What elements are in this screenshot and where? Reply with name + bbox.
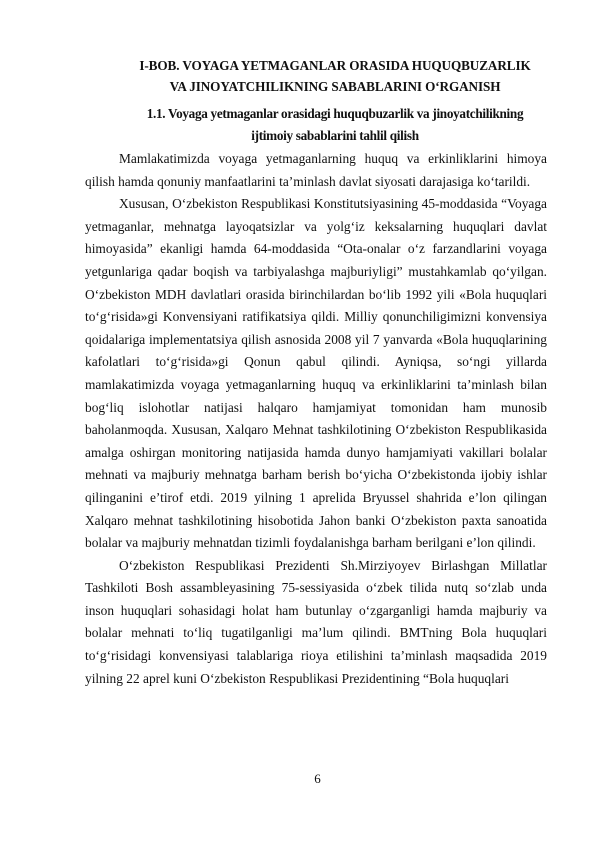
paragraph-1: Mamlakatimizda voyaga yetmaganlarning huquq va erkinliklarini himoya qilish hamda qonuniy manfaatlarini ta’minlash davlat siyosati darajasiga ko‘tarildi.	[85, 151, 547, 189]
page-number: 6	[314, 771, 321, 786]
chapter-title-line-1: I-BOB. VOYAGA YETMAGANLAR ORASIDA HUQUQBUZARLIK	[139, 58, 531, 73]
section-title-line-1: 1.1. Voyaga yetmaganlar orasidagi huquqbuzarlik va jinoyatchilikning	[146, 106, 524, 121]
body-text	[85, 148, 547, 690]
paragraph-2: Xususan, O‘zbekiston Respublikasi Konstitutsiyasining 45-moddasida “Voyaga yetmaganlar, mehnatga layoqatsizlar va yolg‘iz keksalarning huquqlari davlat himoyasida” ekanligi hamda 64-moddasida “Ota-onalar o‘z farzandlarini voyaga yetgunlariga qadar boqish va tarbiyalashga majburiyligi” mustahkamlab qo‘yilgan. O‘zbekiston MDH davlatlari orasida birinchilardan bo‘lib 1992 yili «Bola huquqlari to‘g‘risida»gi Konvensiyani ratifikatsiya qildi. Milliy qonunchiligimizni konvensiya qoidalariga implementatsiya qilish asnosida 2008 yil 7 yanvarda «Bola huquqlarining kafolatlari to‘g‘risida»gi Qonun qabul qilindi. Ayniqsa, so‘ngi yillarda mamlakatimizda voyaga yetmaganlarning huquq va erkinliklarini ta’minlash bilan bog‘liq islohotlar natijasi halqaro hamjamiyat tomonidan ham munosib baholanmoqda. Xususan, Xalqaro Mehnat tashkilotining O‘zbekiston Respublikasida amalga oshirgan monitoring natijasida hamda dunyo hamjamiyati vakillari bolalar mehnati va majburiy mehnatga barham berish bo‘yicha O‘zbekistonda ijobiy ishlar qilinganini e’tirof etdi. 2019 yilning 1 aprelida Bryussel shahrida e’lon qilingan Xalqaro mehnat tashkilotining hisobotida Jahon banki O‘zbekiston paxta sanoatida bolalar va majburiy mehnatdan tizimli foydalanishga barham berilgani e’lon qilindi.	[85, 196, 547, 551]
chapter-title	[100, 55, 570, 97]
section-title-line-2: ijtimoiy sabablarini tahlil qilish	[251, 128, 419, 143]
section-title	[100, 103, 570, 147]
chapter-title-line-2: VA JINOYATCHILIKNING SABABLARINI O‘RGANISH	[169, 79, 501, 94]
paragraph-3: O‘zbekiston Respublikasi Prezidenti Sh.Mirziyoyev Birlashgan Millatlar Tashkiloti Bosh assambleyasining 75-sessiyasida o‘zbek tilida nutq so‘zlab unda inson huquqlari sohasidagi holat ham butunlay o‘zgarganligi hamda majburiy va bolalar mehnati to‘liq tugatilganligi ma’lum qilindi. BMTning Bola huquqlari to‘g‘risidagi konvensiyasi talablariga rioya etilishini ta’minlash maqsadida 2019 yilning 22 aprel kuni O‘zbekiston Respublikasi Prezidentining “Bola huquqlari	[85, 557, 547, 686]
